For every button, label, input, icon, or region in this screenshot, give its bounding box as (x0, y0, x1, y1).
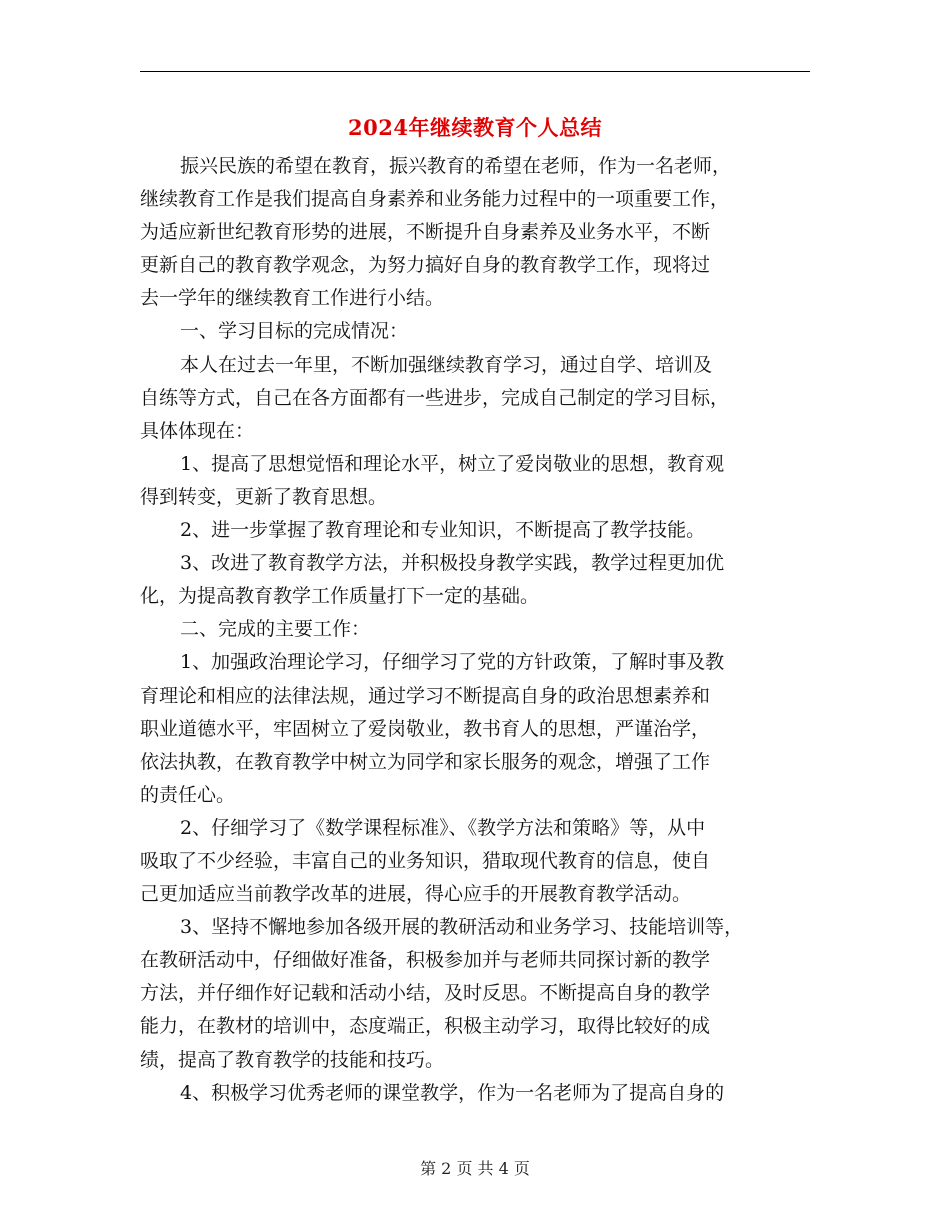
body-line: 在教研活动中，仔细做好准备，积极参加并与老师共同探讨新的教学 (140, 949, 711, 972)
list-item: 1、提高了思想觉悟和理论水平，树立了爱岗敬业的思想，教育观 (180, 452, 725, 475)
list-item: 2、进一步掌握了教育理论和专业知识，不断提高了教学技能。 (180, 519, 706, 542)
list-item: 1、加强政治理论学习，仔细学习了党的方针政策，了解时事及教 (180, 651, 725, 674)
body-line: 振兴民族的希望在教育，振兴教育的希望在老师，作为一名老师， (180, 155, 732, 177)
document-body (140, 150, 812, 1110)
body-line: 本人在过去一年里，不断加强继续教育学习，通过自学、培训及 (180, 353, 713, 376)
list-item: 2、仔细学习了《数学课程标准》、《教学方法和策略》等，从中 (180, 816, 706, 839)
body-line: 的责任心。 (140, 783, 236, 806)
body-line: 职业道德水平，牢固树立了爱岗敬业，教书育人的思想，严谨治学， (140, 717, 711, 740)
list-item: 3、改进了教育教学方法，并积极投身教学实践，教学过程更加优 (180, 552, 725, 575)
body-line: 自练等方式，自己在各方面都有一些进步，完成自己制定的学习目标， (140, 386, 730, 409)
body-line: 己更加适应当前教学改革的进展，得心应手的开展教育教学活动。 (140, 883, 692, 906)
body-line: 去一学年的继续教育工作进行小结。 (140, 287, 445, 310)
body-line: 育理论和相应的法律法规，通过学习不断提高自身的政治思想素养和 (140, 684, 711, 707)
body-line: 为适应新世纪教育形势的进展，不断提升自身素养及业务水平，不断 (140, 221, 711, 244)
page-number-footer: 第 2 页 共 4 页 (420, 1159, 530, 1178)
section-heading: 二、完成的主要工作： (180, 618, 371, 641)
body-line: 依法执教，在教育教学中树立为同学和家长服务的观念，增强了工作 (140, 750, 711, 773)
list-item: 3、坚持不懈地参加各级开展的教研活动和业务学习、技能培训等， (180, 916, 744, 939)
body-line: 具体体现在： (140, 419, 255, 442)
header-rule (140, 71, 810, 72)
body-line: 更新自己的教育教学观念，为努力搞好自身的教育教学工作，现将过 (140, 254, 711, 277)
document-title: 2024年继续教育个人总结 (348, 115, 602, 140)
body-line: 能力，在教材的培训中，态度端正，积极主动学习，取得比较好的成 (140, 1015, 711, 1038)
body-line: 吸取了不少经验，丰富自己的业务知识，猎取现代教育的信息，使自 (140, 849, 711, 872)
body-line: 得到转变，更新了教育思想。 (140, 485, 388, 508)
list-item: 4、积极学习优秀老师的课堂教学，作为一名老师为了提高自身的 (180, 1081, 725, 1104)
body-line: 继续教育工作是我们提高自身素养和业务能力过程中的一项重要工作， (140, 188, 730, 211)
section-heading: 一、学习目标的完成情况： (180, 320, 409, 343)
body-line: 方法，并仔细作好记载和活动小结，及时反思。不断提高自身的教学 (140, 982, 711, 1005)
body-line: 绩，提高了教育教学的技能和技巧。 (140, 1048, 445, 1071)
body-line: 化，为提高教育教学工作质量打下一定的基础。 (140, 585, 540, 608)
